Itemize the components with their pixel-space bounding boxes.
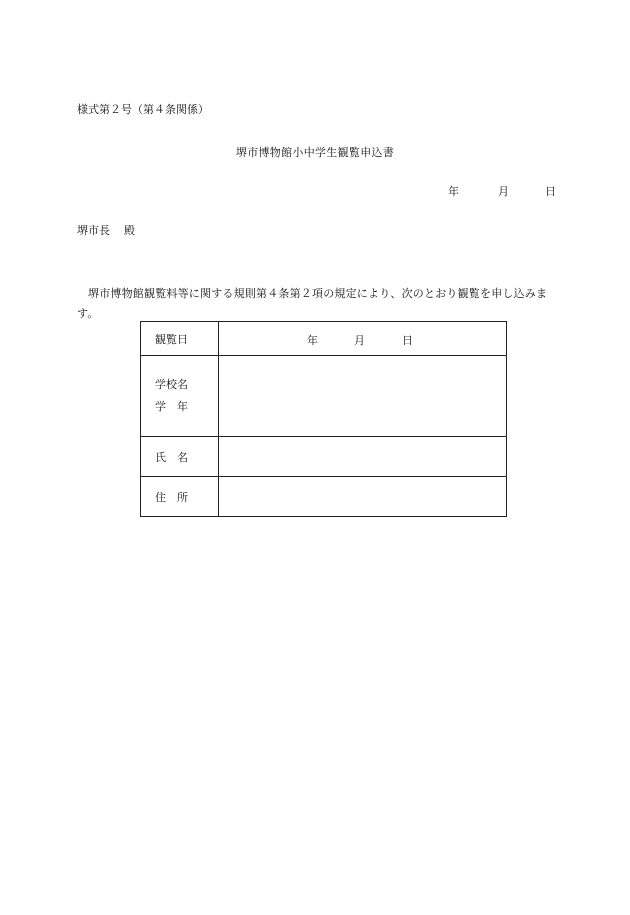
viewing-date-day-label: 日 xyxy=(402,334,413,347)
addressee xyxy=(77,222,135,238)
name-field[interactable] xyxy=(219,437,507,477)
viewing-date-year-label: 年 xyxy=(307,334,318,347)
addressee-name: 堺市長 xyxy=(77,224,110,237)
school-grade-row xyxy=(141,356,507,437)
address-label: 住 所 xyxy=(141,477,219,517)
application-table xyxy=(140,321,507,517)
name-label: 氏 名 xyxy=(141,437,219,477)
school-grade-field[interactable] xyxy=(219,356,507,437)
form-number: 様式第２号（第４条関係） xyxy=(77,103,209,116)
viewing-date-month-label: 月 xyxy=(354,334,365,347)
date-year-label: 年 xyxy=(448,185,459,198)
document-title: 堺市博物館小中学生観覧申込書 xyxy=(235,146,395,159)
application-statement: 堺市博物館観覧料等に関する規則第４条第２項の規定により、次のとおり観覧を申し込みます。 xyxy=(77,287,548,320)
viewing-date-row xyxy=(141,322,507,356)
address-field[interactable] xyxy=(219,477,507,517)
addressee-honorific: 殿 xyxy=(124,224,135,237)
address-row xyxy=(141,477,507,517)
grade-label: 学 年 xyxy=(155,400,188,413)
school-name-label: 学校名 xyxy=(155,378,188,391)
date-day-label: 日 xyxy=(545,185,556,198)
name-row xyxy=(141,437,507,477)
viewing-date-field[interactable] xyxy=(219,322,507,356)
viewing-date-label: 観覧日 xyxy=(141,322,219,356)
school-grade-label-cell xyxy=(141,356,219,437)
date-month-label: 月 xyxy=(498,185,509,198)
